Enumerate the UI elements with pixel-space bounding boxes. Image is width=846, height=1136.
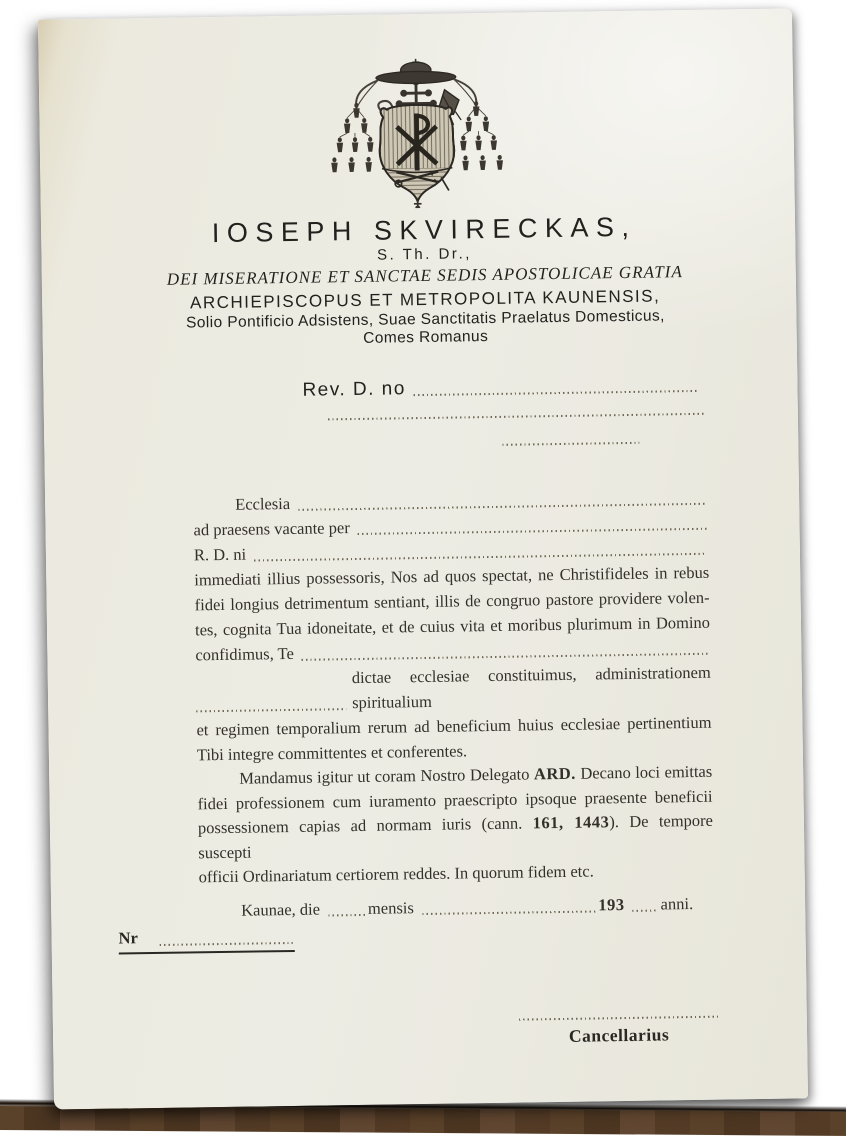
signature-title: Cancellarius xyxy=(568,1024,670,1046)
nr-label: Nr xyxy=(118,927,138,948)
body-line: immediati illius possessoris, Nos ad quos spectat, ne Christifideles in rebus xyxy=(194,562,710,590)
letterhead-name: IOSEPH SKVIRECKAS, xyxy=(211,211,637,249)
body-line: fidei longius detrimentum sentiant, illis de congruo pastore providere volen- xyxy=(194,587,710,615)
document-sheet xyxy=(38,8,808,1109)
body-line: officii Ordinariatum certiorem reddes. In quorum fidem etc. xyxy=(198,861,594,887)
letterhead-motto: DEI MISERATIONE ET SANCTAE SEDIS APOSTOLICAE GRATIA xyxy=(166,262,683,289)
blank-field-line xyxy=(160,941,293,945)
blank-field-line xyxy=(502,442,639,446)
letterhead-honors-line1: Solio Pontificio Adsistens, Suae Sanctitatis Praelatus Domesticus, xyxy=(185,307,665,332)
body-line: tes, cognita Tua idoneitate, et de cuius vita et moribus plurimum in Domino xyxy=(194,612,711,640)
date-suffix: anni. xyxy=(660,893,694,914)
body-text: possessionem capias ad normam iuris (cann. xyxy=(197,813,523,838)
vacante-label: ad praesens vacante per xyxy=(193,518,350,540)
blank-field-line xyxy=(358,528,707,535)
blank-field-line xyxy=(298,503,706,511)
letterhead xyxy=(41,211,797,352)
date-prefix: Kaunae, die xyxy=(241,899,321,920)
archbishop-coat-of-arms-icon xyxy=(297,54,537,210)
ecclesia-label: Ecclesia xyxy=(235,493,291,514)
signature-line xyxy=(519,1016,719,1021)
body-text: Mandamus igitur ut coram Nostro Delegato xyxy=(239,764,530,788)
dictae-line xyxy=(196,660,712,718)
salutation-label: Rev. D. no xyxy=(302,378,406,401)
blank-field-line xyxy=(414,390,700,396)
body-line: et regimen temporalium rerum ad beneficium huius ecclesiae pertinentium xyxy=(196,712,712,740)
galero-hat-icon xyxy=(376,58,456,84)
blank-field-line xyxy=(302,653,709,661)
blank-field-line xyxy=(633,909,659,911)
date-year: 193 xyxy=(598,894,625,914)
blank-field-line xyxy=(422,910,597,915)
body-text: Decano loci emittas xyxy=(580,761,713,783)
wood-lower-plank xyxy=(0,1106,846,1136)
mandamus-paragraph xyxy=(197,760,714,890)
body-line: Tibi integre committentes et conferentes. xyxy=(196,741,468,765)
document-body xyxy=(193,485,714,890)
body-text-bold: ARD. xyxy=(533,763,576,784)
signature-block xyxy=(519,1016,719,1048)
blank-field-line xyxy=(328,913,366,916)
shield-finial xyxy=(414,200,422,209)
body-line: fidei professionem cum iuramento praescripto ipsoque praesente beneficii xyxy=(197,786,713,813)
salutation-line xyxy=(302,373,701,403)
nr-field xyxy=(118,925,294,954)
confidimus-label: confidimus, Te xyxy=(195,643,294,665)
date-mensis-label: mensis xyxy=(367,897,414,918)
body-line: dictae ecclesiae constituimus, administrationem spiritualium xyxy=(351,662,711,713)
date-line xyxy=(241,891,693,923)
letterhead-degree: S. Th. Dr., xyxy=(376,245,472,264)
blank-field-line xyxy=(328,413,705,421)
rdni-label: R. D. ni xyxy=(193,544,247,565)
letterhead-title: ARCHIEPISCOPUS ET METROPOLITA KAUNENSIS, xyxy=(189,286,661,313)
body-line xyxy=(198,809,714,866)
blank-field-line xyxy=(196,708,346,712)
body-text-bold: 161, 1443 xyxy=(532,812,610,833)
letterhead-honors-line2: Comes Romanus xyxy=(363,328,489,347)
body-text: ). De tempore suscepti xyxy=(198,810,714,862)
crest-area xyxy=(38,8,795,218)
